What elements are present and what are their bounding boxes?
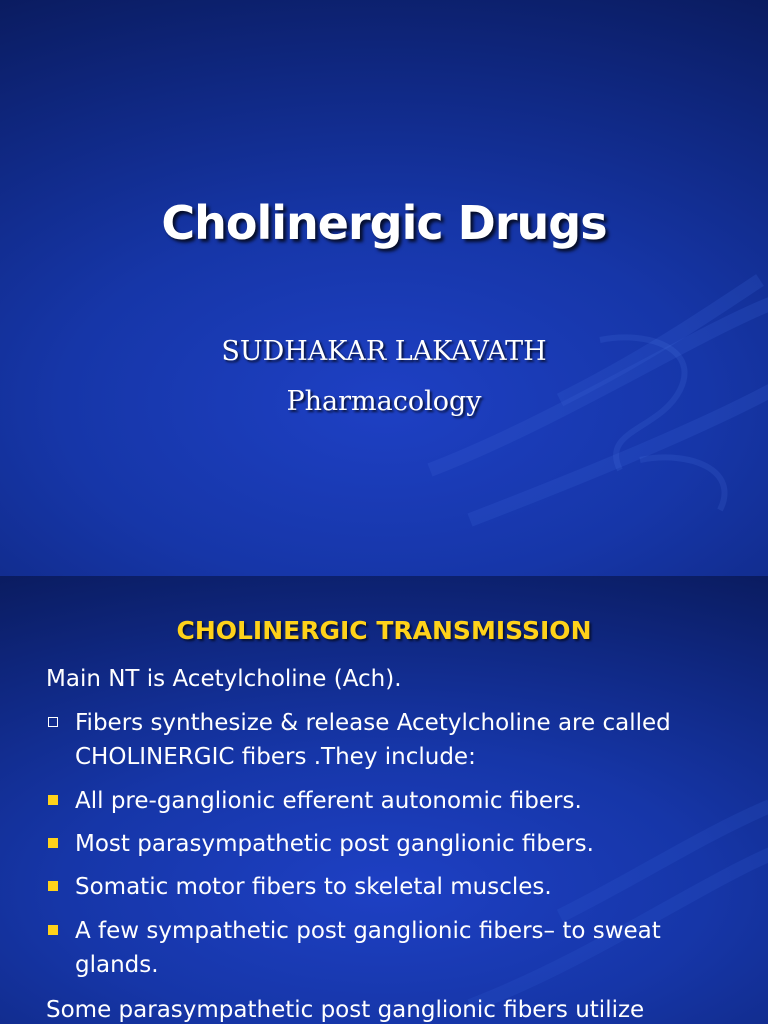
main-bullet-item <box>46 706 736 774</box>
department-name: Pharmacology <box>286 386 482 417</box>
sub-bullet-item <box>46 784 736 818</box>
sub-bullet-item <box>46 827 736 861</box>
author-name: SUDHAKAR LAKAVATH <box>221 336 547 367</box>
bullet-line: Most parasympathetic post ganglionic fibers. <box>75 831 594 857</box>
filled-square-icon <box>48 881 58 891</box>
bullet-line: Fibers synthesize & release Acetylcholine are called <box>75 710 671 736</box>
bullet-line: Somatic motor fibers to skeletal muscles. <box>75 874 552 900</box>
content-slide <box>0 576 768 1024</box>
slide-title: Cholinergic Drugs <box>161 196 607 250</box>
sub-bullet-item <box>46 914 736 982</box>
bullet-line: All pre-ganglionic efferent autonomic fibers. <box>75 788 582 814</box>
intro-line: Main NT is Acetylcholine (Ach). <box>46 666 402 692</box>
trailing-line: Some parasympathetic post ganglionic fibers utilize <box>46 997 645 1023</box>
section-heading: CHOLINERGIC TRANSMISSION <box>176 616 592 645</box>
bullet-line: glands. <box>75 952 159 978</box>
filled-square-icon <box>48 925 58 935</box>
bullet-line: CHOLINERGIC fibers .They include: <box>75 744 476 770</box>
sub-bullet-item <box>46 870 736 904</box>
hollow-square-icon <box>48 717 58 727</box>
filled-square-icon <box>48 838 58 848</box>
bullet-line: A few sympathetic post ganglionic fibers– to sweat <box>75 918 661 944</box>
filled-square-icon <box>48 795 58 805</box>
